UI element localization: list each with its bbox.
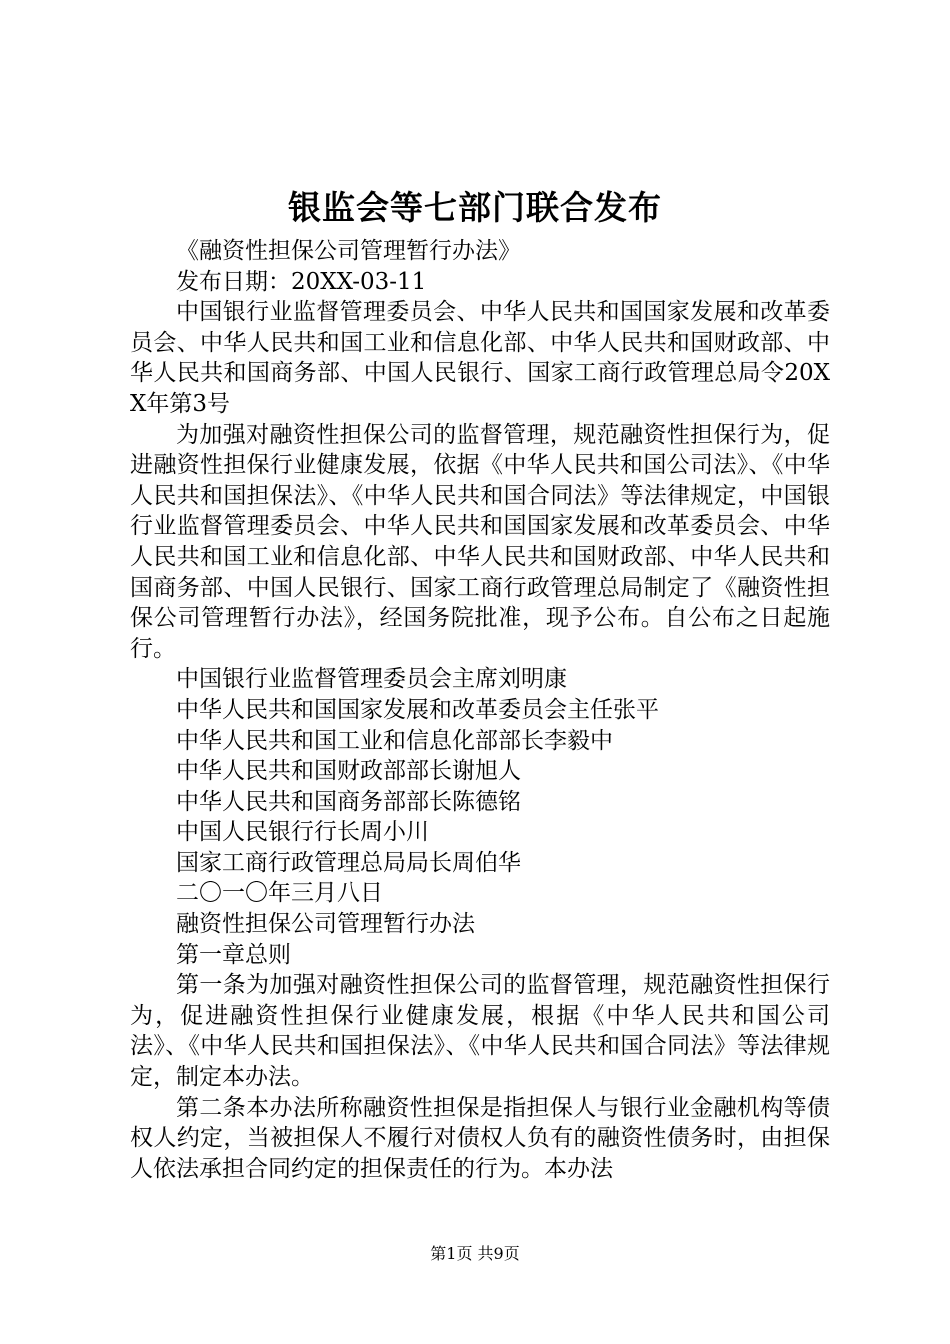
document-title: 银监会等七部门联合发布 xyxy=(288,188,662,227)
paragraph-publish-date: 发布日期：20XX-03-11 xyxy=(176,268,427,295)
paragraph-order-number: 中国银行业监督管理委员会、中华人民共和国国家发展和改革委员会、中华人民共和国工业和信息化部、中华人民共和国财政部、中华人民共和国商务部、中国人民银行、国家工商行政管理总局令20XX年第3号 xyxy=(130,299,830,417)
paragraph-regulation-title: 融资性担保公司管理暂行办法 xyxy=(176,911,475,938)
signatory-line: 中华人民共和国商务部部长陈德铭 xyxy=(176,788,521,815)
signatory-line: 国家工商行政管理总局局长周伯华 xyxy=(176,849,521,876)
paragraph-sign-date: 二〇一〇年三月八日 xyxy=(176,880,383,907)
signatory-line: 中华人民共和国国家发展和改革委员会主任张平 xyxy=(176,696,659,723)
paragraph-book-title: 《融资性担保公司管理暂行办法》 xyxy=(176,238,521,264)
signatory-line: 中华人民共和国工业和信息化部部长李毅中 xyxy=(176,727,613,754)
paragraph-preamble: 为加强对融资性担保公司的监督管理，规范融资性担保行为，促进融资性担保行业健康发展，依据《中华人民共和国公司法》、《中华人民共和国担保法》、《中华人民共和国合同法》等法律规定，中国银行业监督管理委员会、中华人民共和国国家发展和改革委员会、中华人民共和国工业和信息化部、中华人民共和国财政部、中华人民共和国商务部、中国人民银行、国家工商行政管理总局制定了《融资性担保公司管理暂行办法》，经国务院批准，现予公布。自公布之日起施行。 xyxy=(130,421,830,662)
page-number-footer: 第1页 共9页 xyxy=(430,1244,520,1263)
document-body xyxy=(130,236,830,1184)
signatory-line: 中国银行业监督管理委员会主席刘明康 xyxy=(176,666,567,693)
article-paragraph: 第二条本办法所称融资性担保是指担保人与银行业金融机构等债权人约定，当被担保人不履行对债权人负有的融资性债务时，由担保人依法承担合同约定的担保责任的行为。本办法 xyxy=(130,1094,830,1182)
signatory-line: 中华人民共和国财政部部长谢旭人 xyxy=(176,758,521,785)
article-paragraph: 第一条为加强对融资性担保公司的监督管理，规范融资性担保行为，促进融资性担保行业健康发展，根据《中华人民共和国公司法》、《中华人民共和国担保法》、《中华人民共和国合同法》等法律规定，制定本办法。 xyxy=(130,972,830,1091)
signatory-line: 中国人民银行行长周小川 xyxy=(176,819,429,846)
chapter-heading: 第一章总则 xyxy=(176,941,291,968)
